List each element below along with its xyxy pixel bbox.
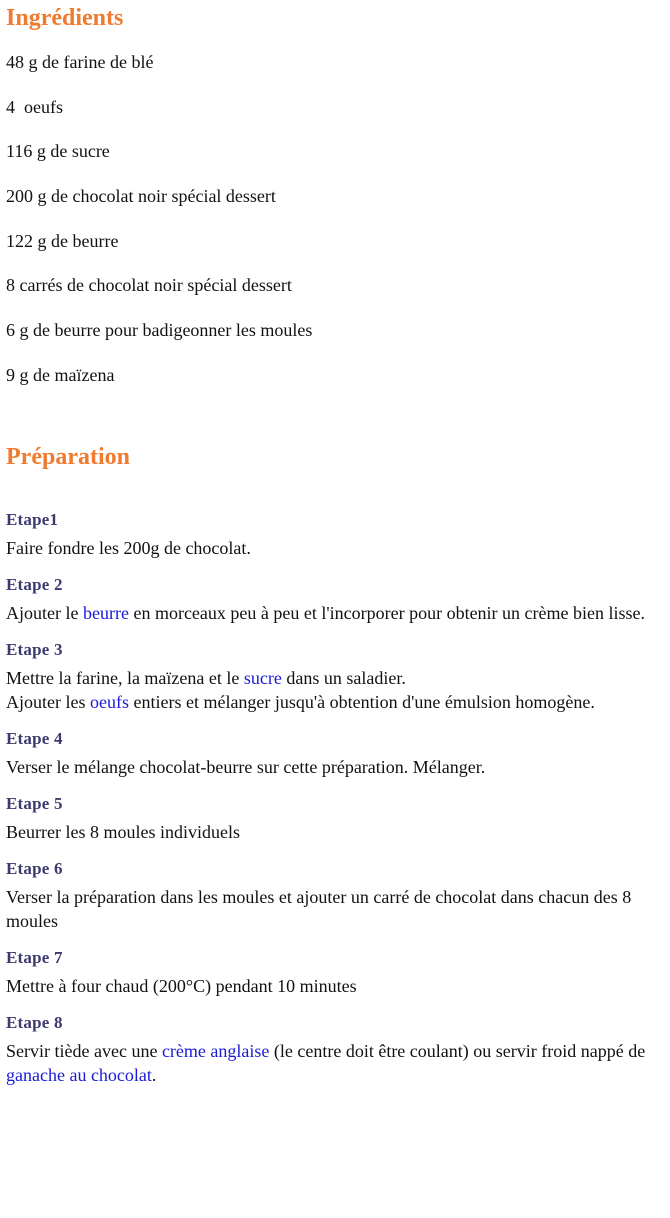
step-7 (6, 946, 646, 998)
creme-anglaise-link[interactable]: crème anglaise (161, 1041, 270, 1061)
step-text-segment: (le centre doit être coulant) ou servir froid nappé de (269, 1041, 646, 1061)
sucre-link[interactable]: sucre (243, 668, 282, 688)
step-text (6, 755, 646, 779)
step-5 (6, 792, 646, 844)
ganache-link[interactable]: ganache au chocolat (6, 1065, 152, 1085)
step-text (6, 601, 646, 625)
step-text-segment: Verser la préparation dans les moules et ajouter un carré de chocolat dans chacun des 8 moules (6, 887, 632, 931)
step-text-segment: Faire fondre les 200g de chocolat. (6, 538, 251, 558)
ingredient-item: 116 g de sucre (6, 141, 110, 162)
ingredient-item: 8 carrés de chocolat noir spécial dessert (6, 275, 292, 296)
step-text (6, 666, 646, 714)
ingredient-item: 9 g de maïzena (6, 364, 115, 385)
step-text (6, 820, 646, 844)
step-text-segment: dans un saladier. (281, 668, 406, 688)
step-text-segment: entiers et mélanger jusqu'à obtention d'une émulsion homogène. (128, 692, 595, 712)
step-4 (6, 727, 646, 779)
step-text (6, 885, 646, 933)
ingredient-item: 6 g de beurre pour badigeonner les moules (6, 320, 313, 341)
preparation-title: Préparation (6, 444, 130, 470)
step-label: Etape 3 (6, 640, 63, 659)
step-label: Etape 7 (6, 948, 63, 967)
step-2 (6, 573, 646, 625)
step-3 (6, 638, 646, 714)
step-text-segment: Servir tiède avec une (6, 1041, 162, 1061)
ingredients-title: Ingrédients (6, 5, 124, 31)
step-text-segment: . (151, 1065, 157, 1085)
ingredient-item: 48 g de farine de blé (6, 52, 154, 72)
step-label: Etape 4 (6, 729, 63, 748)
step-label: Etape1 (6, 510, 59, 529)
ingredient-item: 4 oeufs (6, 96, 63, 117)
step-6 (6, 857, 646, 933)
ingredient-item: 122 g de beurre (6, 230, 119, 251)
step-label: Etape 8 (6, 1013, 63, 1032)
step-1 (6, 508, 646, 560)
step-text (6, 1039, 646, 1087)
step-text-segment: Mettre à four chaud (200°C) pendant 10 minutes (6, 976, 357, 996)
step-text-segment: en morceaux peu à peu et l'incorporer pour obtenir un crème bien lisse. (128, 603, 646, 623)
step-label: Etape 5 (6, 794, 63, 813)
step-text-segment: Mettre la farine, la maïzena et le (6, 668, 244, 688)
ingredient-item: 200 g de chocolat noir spécial dessert (6, 186, 276, 207)
step-text (6, 536, 646, 560)
step-text-segment: Ajouter le (6, 603, 83, 623)
preparation-steps (6, 508, 646, 1100)
ingredients-list (6, 50, 312, 408)
step-label: Etape 2 (6, 575, 63, 594)
step-text-segment: Ajouter les (6, 692, 90, 712)
step-8 (6, 1011, 646, 1087)
beurre-link[interactable]: beurre (82, 603, 129, 623)
step-label: Etape 6 (6, 859, 63, 878)
oeufs-link[interactable]: oeufs (89, 692, 129, 712)
step-text (6, 974, 646, 998)
step-text-segment: Beurrer les 8 moules individuels (6, 822, 240, 842)
step-text-segment: Verser le mélange chocolat-beurre sur cette préparation. Mélanger. (6, 757, 486, 777)
